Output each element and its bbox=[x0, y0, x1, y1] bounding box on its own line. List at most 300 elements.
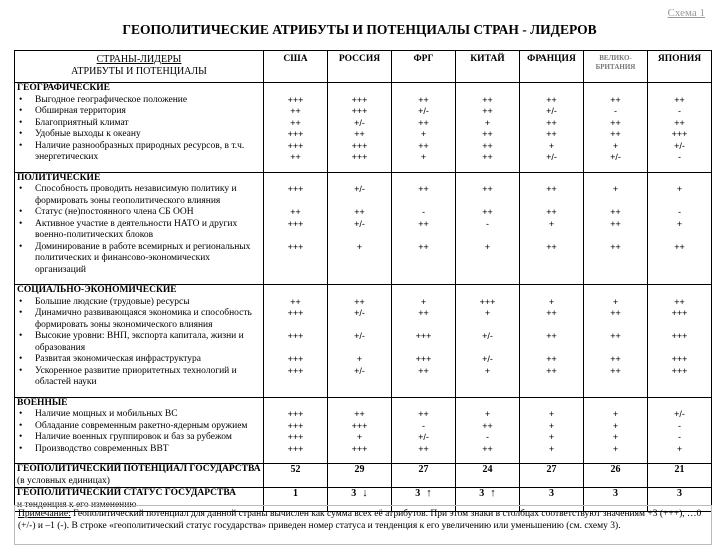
value-cell: +++ bbox=[648, 308, 712, 331]
attribute-cell bbox=[15, 331, 264, 354]
value-cell: + bbox=[648, 184, 712, 207]
empty-cell bbox=[264, 276, 328, 285]
status-value: 1 bbox=[293, 488, 298, 499]
value-cell: +++ bbox=[264, 421, 328, 433]
column-header-country: ФРАНЦИЯ bbox=[520, 51, 584, 83]
attribute-label: Динамично развивающаяся экономика и способность формировать зоны экономического влияния bbox=[35, 308, 252, 330]
value-cell: + bbox=[392, 129, 456, 141]
value-cell: ++ bbox=[392, 242, 456, 277]
attribute-label: Ускоренное развитие приоритетных технологий и областей науки bbox=[35, 365, 237, 387]
empty-cell bbox=[520, 285, 584, 297]
value-cell: +++ bbox=[264, 308, 328, 331]
empty-cell bbox=[264, 164, 328, 173]
value-cell: ++ bbox=[328, 409, 392, 421]
potential-value-cell bbox=[456, 464, 520, 488]
empty-cell bbox=[328, 276, 392, 285]
value-cell: ++ bbox=[520, 308, 584, 331]
value-cell: +++ bbox=[648, 366, 712, 389]
value-cell: - bbox=[392, 207, 456, 219]
empty-cell bbox=[520, 172, 584, 184]
value-cell: ++ + bbox=[392, 141, 456, 164]
value-cell: + bbox=[456, 409, 520, 421]
attribute-label: Обширная территория bbox=[35, 106, 126, 116]
table-row bbox=[15, 207, 712, 219]
bullet-icon: • bbox=[19, 420, 23, 431]
value-cell: ++ bbox=[264, 106, 328, 118]
note-label: Примечание: bbox=[18, 509, 71, 519]
empty-cell bbox=[328, 455, 392, 464]
empty-cell bbox=[456, 276, 520, 285]
potential-value-cell bbox=[584, 464, 648, 488]
table-row bbox=[15, 366, 712, 389]
value-cell: ++ bbox=[456, 95, 520, 107]
column-header-country: ЯПОНИЯ bbox=[648, 51, 712, 83]
empty-cell bbox=[584, 397, 648, 409]
table-row bbox=[15, 432, 712, 444]
empty-cell bbox=[648, 397, 712, 409]
bullet-icon: • bbox=[19, 117, 23, 128]
value-cell: +/- bbox=[456, 331, 520, 354]
value-cell: +/- bbox=[328, 366, 392, 389]
bullet-icon: • bbox=[19, 365, 23, 376]
value-cell: +++ ++ bbox=[264, 141, 328, 164]
attribute-label: Производство современных ВВТ bbox=[35, 443, 169, 454]
empty-cell bbox=[584, 285, 648, 297]
value-cell: + +/- bbox=[584, 141, 648, 164]
value-cell: + bbox=[328, 432, 392, 444]
table-row bbox=[15, 184, 712, 207]
empty-cell bbox=[520, 164, 584, 173]
value-cell: ++ bbox=[392, 366, 456, 389]
empty-cell bbox=[392, 397, 456, 409]
arrow-down-icon: ↓ bbox=[362, 487, 368, 499]
value-cell: +++ bbox=[264, 354, 328, 366]
empty-cell bbox=[456, 389, 520, 398]
status-value: 3 bbox=[677, 488, 682, 499]
empty-cell bbox=[584, 164, 648, 173]
bullet-icon: • bbox=[19, 184, 23, 194]
potential-value-cell bbox=[648, 464, 712, 488]
empty-cell bbox=[648, 276, 712, 285]
value-cell: - bbox=[392, 421, 456, 433]
attribute-cell bbox=[15, 297, 264, 309]
empty-cell bbox=[584, 172, 648, 184]
empty-cell bbox=[456, 164, 520, 173]
table-row bbox=[15, 308, 712, 331]
empty-cell bbox=[15, 164, 264, 173]
attribute-cell bbox=[15, 354, 264, 366]
value-cell: ++ bbox=[392, 118, 456, 130]
attribute-label: Активное участие в деятельности НАТО и других военно-политических блоков bbox=[35, 218, 238, 240]
column-header-country: ФРГ bbox=[392, 51, 456, 83]
value-cell: +/- bbox=[520, 106, 584, 118]
empty-cell bbox=[328, 83, 392, 95]
empty-cell bbox=[456, 455, 520, 464]
value-cell: + bbox=[520, 432, 584, 444]
value-cell: ++ bbox=[264, 297, 328, 309]
attribute-cell bbox=[15, 409, 264, 421]
empty-cell bbox=[264, 172, 328, 184]
column-header-country: РОССИЯ bbox=[328, 51, 392, 83]
value-cell: ++ bbox=[584, 354, 648, 366]
section-title: СОЦИАЛЬНО-ЭКОНОМИЧЕСКИЕ bbox=[15, 285, 264, 297]
column-header-country: КИТАЙ bbox=[456, 51, 520, 83]
value-cell: +++ bbox=[328, 106, 392, 118]
potential-value: 26 bbox=[610, 464, 621, 475]
attribute-cell bbox=[15, 141, 264, 164]
bullet-icon: • bbox=[19, 129, 23, 139]
table-row bbox=[15, 219, 712, 242]
value-cell: ++ bbox=[520, 184, 584, 207]
attribute-label: Доминирование в работе всемирных и региональных политических и финансово-экономических организаций bbox=[35, 241, 251, 275]
value-cell: ++ bbox=[648, 242, 712, 277]
attribute-cell bbox=[15, 118, 264, 130]
value-cell: ++ bbox=[584, 129, 648, 141]
value-cell: ++ bbox=[520, 354, 584, 366]
empty-cell bbox=[520, 389, 584, 398]
value-cell: ++ bbox=[456, 184, 520, 207]
status-value: 3 bbox=[479, 488, 485, 499]
empty-cell bbox=[15, 389, 264, 398]
value-cell: ++ bbox=[456, 207, 520, 219]
attribute-label: Обладание современным ракетно-ядерным оружием bbox=[35, 420, 248, 431]
attribute-label: Наличие военных группировок и баз за рубежом bbox=[35, 432, 232, 442]
table-row bbox=[15, 106, 712, 118]
value-cell: + +/- bbox=[520, 141, 584, 164]
value-cell: ++ bbox=[584, 366, 648, 389]
note-text: Геополитический потенциал для данной страны вычислен как сумма всех её атрибутов. При этом знаки в столбцах соответствуют значениям +3 (+++), …0 (+/-) и –1 (-). В строке «геополитический статус государства» приведен номер статуса и тенденция к его увеличению или уменьшению (см. схему 3). bbox=[18, 509, 702, 531]
attribute-label: Высокие уровни: ВНП, экспорта капитала, жизни и образования bbox=[35, 331, 244, 353]
value-cell: ++ bbox=[264, 118, 328, 130]
potential-value: 52 bbox=[290, 464, 301, 475]
arrow-up-icon: ↑ bbox=[490, 487, 496, 499]
empty-cell bbox=[392, 285, 456, 297]
spacer-row bbox=[15, 389, 712, 398]
attribute-cell bbox=[15, 184, 264, 207]
empty-cell bbox=[264, 83, 328, 95]
empty-cell bbox=[328, 164, 392, 173]
value-cell: +/- bbox=[328, 219, 392, 242]
header-attributes bbox=[15, 51, 264, 83]
potential-value: 27 bbox=[546, 464, 557, 475]
value-cell: ++ bbox=[392, 184, 456, 207]
empty-cell bbox=[456, 397, 520, 409]
value-cell: - bbox=[584, 106, 648, 118]
empty-cell bbox=[648, 285, 712, 297]
value-cell: ++ bbox=[264, 207, 328, 219]
bullet-icon: • bbox=[19, 331, 23, 341]
value-cell: +/- bbox=[648, 409, 712, 421]
value-cell: +++ bbox=[456, 297, 520, 309]
table-row bbox=[15, 331, 712, 354]
empty-cell bbox=[456, 83, 520, 95]
value-cell: + bbox=[520, 219, 584, 242]
value-cell: + bbox=[520, 297, 584, 309]
empty-cell bbox=[648, 455, 712, 464]
value-cell: +++ bbox=[264, 331, 328, 354]
value-cell: - bbox=[648, 207, 712, 219]
value-cell: +/- bbox=[328, 118, 392, 130]
value-cell: +/- - bbox=[648, 141, 712, 164]
bullet-icon: • bbox=[19, 140, 23, 151]
value-cell: + bbox=[520, 421, 584, 433]
attribute-cell bbox=[15, 421, 264, 433]
potential-value: 29 bbox=[354, 464, 365, 475]
value-cell: ++ bbox=[520, 331, 584, 354]
bullet-icon: • bbox=[19, 207, 23, 217]
value-cell: ++ ++ bbox=[456, 141, 520, 164]
attribute-label: Выгодное географическое положение bbox=[35, 94, 188, 105]
value-cell: ++ bbox=[328, 207, 392, 219]
arrow-up-icon: ↑ bbox=[426, 487, 432, 499]
value-cell: ++ bbox=[584, 95, 648, 107]
value-cell: +/- bbox=[328, 308, 392, 331]
attribute-label: Способность проводить независимую политику и формировать зоны геополитического влияния bbox=[35, 184, 237, 206]
page-title: ГЕОПОЛИТИЧЕСКИЕ АТРИБУТЫ И ПОТЕНЦИАЛЫ СТРАН - ЛИДЕРОВ bbox=[122, 22, 597, 37]
value-cell: ++ bbox=[392, 444, 456, 456]
value-cell: +/- bbox=[456, 354, 520, 366]
value-cell: ++ bbox=[392, 409, 456, 421]
potential-value: 21 bbox=[674, 464, 685, 475]
value-cell: +++ bbox=[328, 444, 392, 456]
table-row bbox=[15, 421, 712, 433]
attribute-label: Статус (не)постоянного члена СБ ООН bbox=[35, 207, 194, 217]
attribute-cell bbox=[15, 432, 264, 444]
empty-cell bbox=[584, 83, 648, 95]
value-cell: + bbox=[392, 297, 456, 309]
empty-cell bbox=[392, 455, 456, 464]
value-cell: + bbox=[648, 444, 712, 456]
value-cell: + bbox=[520, 444, 584, 456]
section-header-row bbox=[15, 172, 712, 184]
value-cell: - bbox=[648, 421, 712, 433]
section-title: ПОЛИТИЧЕСКИЕ bbox=[15, 172, 264, 184]
value-cell: ++ bbox=[392, 308, 456, 331]
bullet-icon: • bbox=[19, 218, 23, 229]
attribute-label: Удобные выходы к океану bbox=[35, 129, 141, 139]
attribute-label: Благоприятный климат bbox=[35, 117, 129, 128]
value-cell: +++ +++ bbox=[328, 141, 392, 164]
bullet-icon: • bbox=[19, 409, 23, 419]
table-row bbox=[15, 297, 712, 309]
value-cell: ++ bbox=[584, 118, 648, 130]
potential-label: ГЕОПОЛИТИЧЕСКИЙ ПОТЕНЦИАЛ ГОСУДАРСТВА bbox=[17, 464, 261, 474]
value-cell: ++ bbox=[584, 308, 648, 331]
potential-label-cell bbox=[15, 464, 264, 488]
value-cell: ++ bbox=[648, 95, 712, 107]
attribute-cell bbox=[15, 242, 264, 277]
value-cell: +++ bbox=[648, 354, 712, 366]
bullet-icon: • bbox=[19, 354, 23, 364]
attribute-cell bbox=[15, 444, 264, 456]
value-cell: +++ bbox=[264, 129, 328, 141]
empty-cell bbox=[328, 389, 392, 398]
potential-value-cell bbox=[264, 464, 328, 488]
potential-row bbox=[15, 464, 712, 488]
value-cell: +++ bbox=[328, 421, 392, 433]
empty-cell bbox=[648, 172, 712, 184]
section-header-row bbox=[15, 83, 712, 95]
empty-cell bbox=[456, 172, 520, 184]
potential-value: 27 bbox=[418, 464, 429, 475]
column-header-country: США bbox=[264, 51, 328, 83]
value-cell: ++ bbox=[456, 106, 520, 118]
attribute-cell bbox=[15, 308, 264, 331]
table-row bbox=[15, 118, 712, 130]
value-cell: + bbox=[328, 242, 392, 277]
value-cell: +++ bbox=[648, 129, 712, 141]
bullet-icon: • bbox=[19, 106, 23, 116]
empty-cell bbox=[520, 83, 584, 95]
empty-cell bbox=[392, 164, 456, 173]
value-cell: +++ bbox=[392, 354, 456, 366]
value-cell: ++ bbox=[456, 129, 520, 141]
empty-cell bbox=[328, 172, 392, 184]
value-cell: ++ bbox=[456, 421, 520, 433]
value-cell: + bbox=[584, 421, 648, 433]
attribute-cell bbox=[15, 106, 264, 118]
attribute-cell bbox=[15, 219, 264, 242]
status-value: 3 bbox=[415, 488, 421, 499]
value-cell: ++ bbox=[456, 444, 520, 456]
potential-value-cell bbox=[328, 464, 392, 488]
value-cell: + bbox=[584, 432, 648, 444]
spacer-row bbox=[15, 455, 712, 464]
empty-cell bbox=[328, 397, 392, 409]
potential-value-cell bbox=[392, 464, 456, 488]
empty-cell bbox=[520, 276, 584, 285]
empty-cell bbox=[392, 276, 456, 285]
value-cell: + bbox=[584, 184, 648, 207]
value-cell: +++ bbox=[264, 219, 328, 242]
attribute-cell bbox=[15, 95, 264, 107]
header-countries-label: СТРАНЫ-ЛИДЕРЫ bbox=[96, 54, 182, 65]
empty-cell bbox=[520, 397, 584, 409]
value-cell: ++ bbox=[648, 118, 712, 130]
column-header-country: ВЕЛИКО-БРИТАНИЯ bbox=[584, 51, 648, 83]
empty-cell bbox=[456, 285, 520, 297]
table-row bbox=[15, 242, 712, 277]
value-cell: + bbox=[584, 297, 648, 309]
value-cell: + bbox=[328, 354, 392, 366]
status-value: 3 bbox=[549, 488, 554, 499]
value-cell: ++ bbox=[584, 331, 648, 354]
empty-cell bbox=[264, 397, 328, 409]
value-cell: ++ bbox=[328, 297, 392, 309]
table-row bbox=[15, 95, 712, 107]
spacer-row bbox=[15, 276, 712, 285]
value-cell: +/- bbox=[328, 331, 392, 354]
value-cell: - bbox=[456, 219, 520, 242]
section-header-row bbox=[15, 285, 712, 297]
empty-cell bbox=[15, 276, 264, 285]
value-cell: ++ bbox=[392, 95, 456, 107]
value-cell: ++ bbox=[520, 207, 584, 219]
bullet-icon: • bbox=[19, 241, 23, 252]
value-cell: ++ bbox=[520, 95, 584, 107]
value-cell: + bbox=[584, 444, 648, 456]
attribute-cell bbox=[15, 207, 264, 219]
status-value: 3 bbox=[613, 488, 618, 499]
attribute-label: Наличие разнообразных природных ресурсов, в т.ч. энергетических bbox=[35, 140, 245, 162]
value-cell: +++ bbox=[264, 432, 328, 444]
empty-cell bbox=[15, 455, 264, 464]
section-header-row bbox=[15, 397, 712, 409]
empty-cell bbox=[392, 172, 456, 184]
empty-cell bbox=[264, 455, 328, 464]
value-cell: + bbox=[456, 242, 520, 277]
table-row bbox=[15, 354, 712, 366]
bullet-icon: • bbox=[19, 432, 23, 442]
value-cell: ++ bbox=[520, 118, 584, 130]
value-cell: +++ bbox=[328, 95, 392, 107]
note-box bbox=[14, 505, 712, 545]
attributes-table bbox=[14, 50, 712, 512]
potential-sublabel: (в условных единицах) bbox=[17, 475, 110, 486]
header-row bbox=[15, 51, 712, 83]
value-cell: + bbox=[520, 409, 584, 421]
value-cell: +/- bbox=[392, 432, 456, 444]
value-cell: +++ bbox=[264, 366, 328, 389]
value-cell: +++ bbox=[392, 331, 456, 354]
bullet-icon: • bbox=[19, 94, 23, 105]
table-row bbox=[15, 444, 712, 456]
value-cell: +++ bbox=[648, 331, 712, 354]
value-cell: + bbox=[456, 366, 520, 389]
value-cell: + bbox=[456, 118, 520, 130]
value-cell: +/- bbox=[392, 106, 456, 118]
empty-cell bbox=[392, 389, 456, 398]
value-cell: ++ bbox=[392, 219, 456, 242]
bullet-icon: • bbox=[19, 443, 23, 454]
empty-cell bbox=[584, 276, 648, 285]
value-cell: + bbox=[584, 409, 648, 421]
value-cell: - bbox=[456, 432, 520, 444]
empty-cell bbox=[648, 389, 712, 398]
attribute-label: Развитая экономическая инфраструктура bbox=[35, 354, 202, 364]
potential-value-cell bbox=[520, 464, 584, 488]
value-cell: - bbox=[648, 106, 712, 118]
value-cell: ++ bbox=[584, 242, 648, 277]
empty-cell bbox=[584, 389, 648, 398]
value-cell: ++ bbox=[520, 366, 584, 389]
empty-cell bbox=[648, 83, 712, 95]
value-cell: + bbox=[648, 219, 712, 242]
status-value: 3 bbox=[351, 488, 357, 499]
attribute-cell bbox=[15, 129, 264, 141]
value-cell: ++ bbox=[584, 219, 648, 242]
spacer-row bbox=[15, 164, 712, 173]
header-attributes-label: АТРИБУТЫ И ПОТЕНЦИАЛЫ bbox=[71, 65, 207, 77]
attribute-label: Большие людские (трудовые) ресурсы bbox=[35, 296, 190, 307]
value-cell: ++ bbox=[648, 297, 712, 309]
empty-cell bbox=[520, 455, 584, 464]
value-cell: ++ bbox=[520, 242, 584, 277]
status-sublabel: и тенденция к его изменению bbox=[17, 499, 137, 510]
bullet-icon: • bbox=[19, 296, 23, 307]
value-cell: +++ bbox=[264, 444, 328, 456]
empty-cell bbox=[648, 164, 712, 173]
value-cell: +/- bbox=[328, 184, 392, 207]
status-label: ГЕОПОЛИТИЧЕСКИЙ СТАТУС ГОСУДАРСТВА bbox=[17, 488, 236, 498]
value-cell: +++ bbox=[264, 184, 328, 207]
attribute-cell bbox=[15, 366, 264, 389]
section-title: ГЕОГРАФИЧЕСКИЕ bbox=[15, 83, 264, 95]
empty-cell bbox=[584, 455, 648, 464]
value-cell: - bbox=[648, 432, 712, 444]
value-cell: +++ bbox=[264, 242, 328, 277]
value-cell: +++ bbox=[264, 95, 328, 107]
